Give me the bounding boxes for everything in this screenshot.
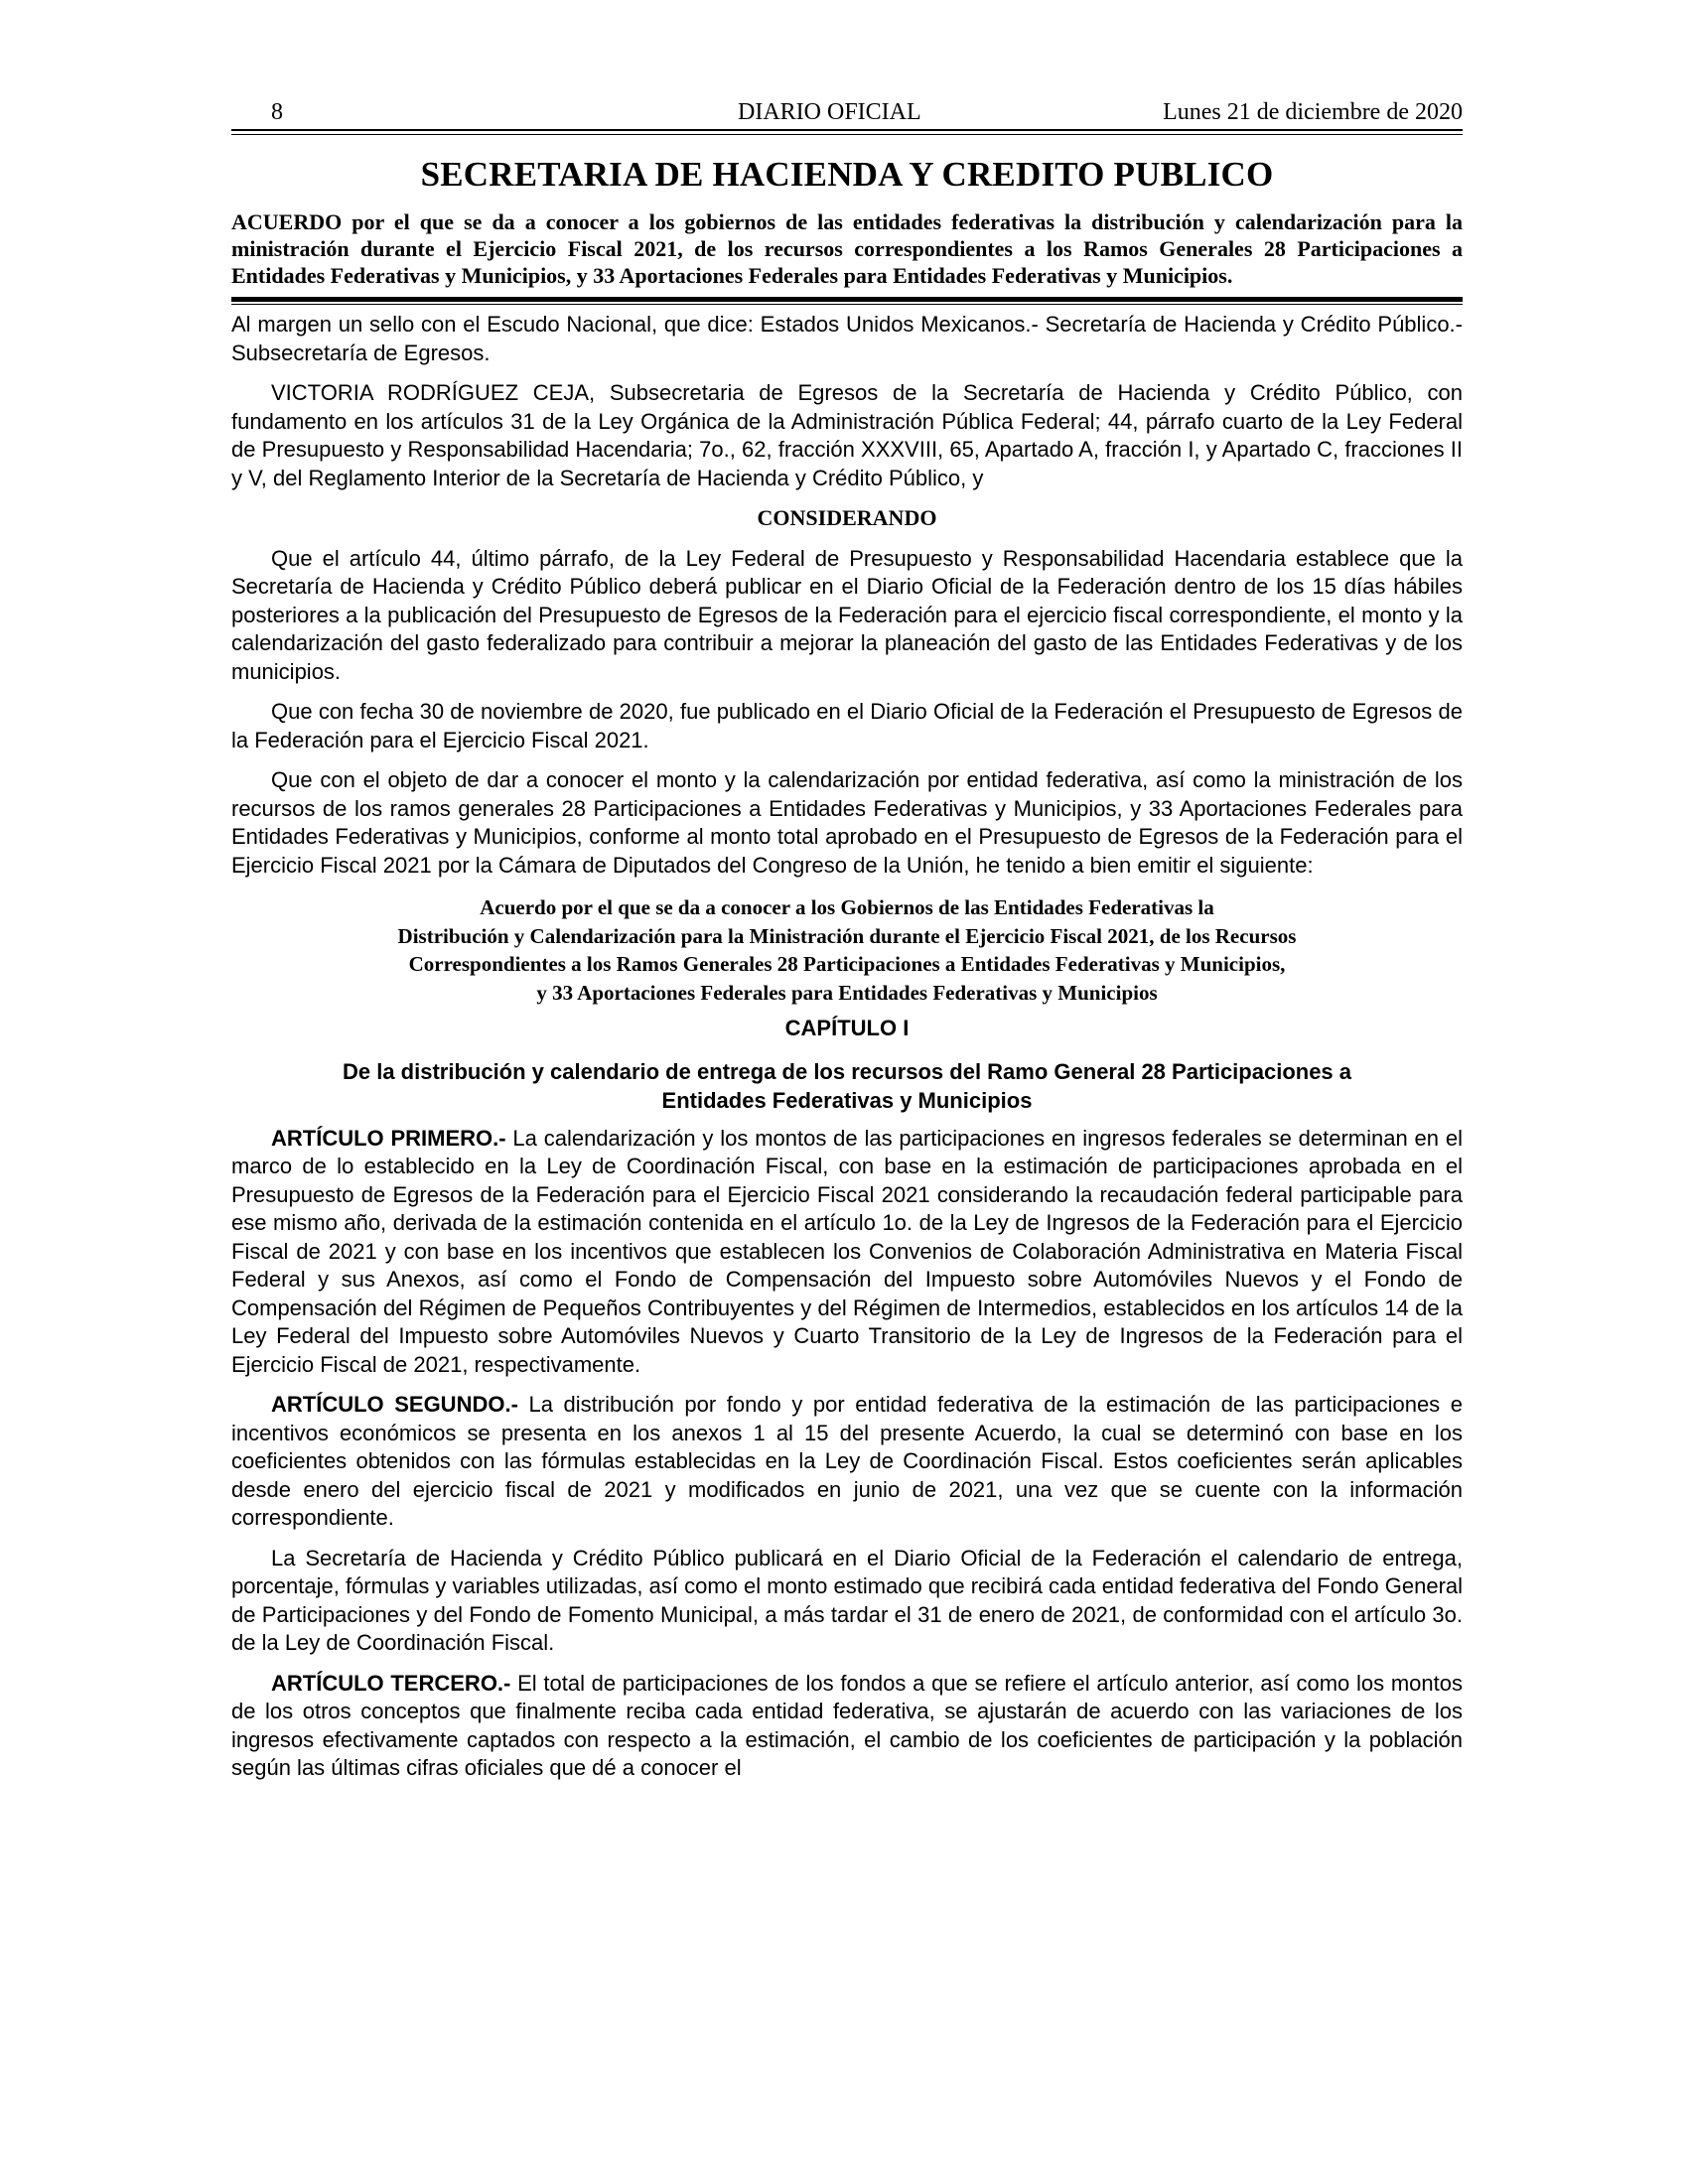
publication-name: DIARIO OFICIAL [738,99,921,125]
title-divider [231,297,1463,305]
article-primero-label: ARTÍCULO PRIMERO.- [271,1125,506,1151]
section-title: SECRETARIA DE HACIENDA Y CREDITO PUBLICO [420,155,1274,194]
acuerdo-heading-line-3: Correspondientes a los Ramos Generales 28 Participaciones a Entidades Federativas y Municipios, [408,952,1286,976]
acuerdo-heading [231,893,1463,1007]
chapter-title: CAPÍTULO I [784,1016,910,1040]
chapter-subtitle-line-2: Entidades Federativas y Municipios [661,1087,1033,1113]
acuerdo-heading-line-1: Acuerdo por el que se da a conocer a los Gobiernos de las Entidades Federativas la [480,895,1214,919]
seal-paragraph: Al margen un sello con el Escudo Nacional, que dice: Estados Unidos Mexicanos.- Secretaría de Hacienda y Crédito Público.- Subsecretaría de Egresos. [231,312,1463,365]
page-header [231,95,1463,131]
article-primero-text: La calendarización y los montos de las participaciones en ingresos federales se determinan en el marco de lo establecido en la Ley de Coordinación Fiscal, con base en la estimación de participaciones aprobada en el Presupuesto de Egresos de la Federación para el Ejercicio Fiscal 2021 considerando la recaudación federal participable para ese mismo año, derivada de la estimación contenida en el artículo 1o. de la Ley de Ingresos de la Federación para el Ejercicio Fiscal de 2021 y con base en los incentivos que establecen los Convenios de Colaboración Administrativa en Materia Fiscal Federal y sus Anexos, así como el Fondo de Compensación del Impuesto sobre Automóviles Nuevos y el Fondo de Compensación del Régimen de Pequeños Contribuyentes y del Régimen de Intermedios, establecidos en los artículos 14 de la Ley Federal del Impuesto sobre Automóviles Nuevos y Cuarto Transitorio de la Ley de Ingresos de la Federación para el Ejercicio Fiscal de 2021, respectivamente. [231,1125,1463,1377]
article-tercero-text: El total de participaciones de los fondos a que se refiere el artículo anterior, así como los montos de los otros conceptos que finalmente reciba cada entidad federativa, se ajustarán de acuerdo con las variaciones de los ingresos efectivamente captados con respecto a la estimación, el cambio de los coeficientes de participación y la población según las últimas cifras oficiales que dé a conocer el [231,1670,1463,1780]
article-tercero [231,1670,1463,1783]
page-number: 8 [271,99,283,125]
article-tercero-label: ARTÍCULO TERCERO.- [271,1670,511,1696]
article-segundo-paragraph-2: La Secretaría de Hacienda y Crédito Público publicará en el Diario Oficial de la Federación el calendario de entrega, porcentaje, fórmulas y variables utilizadas, así como el monto estimado que recibirá cada entidad federativa del Fondo General de Participaciones y del Fondo de Fomento Municipal, a más tardar el 31 de enero de 2021, de conformidad con el artículo 3o. de la Ley de Coordinación Fiscal. [231,1545,1464,1655]
considerando-paragraph-1: Que el artículo 44, último párrafo, de la Ley Federal de Presupuesto y Responsabilidad Hacendaria establece que la Secretaría de Hacienda y Crédito Público deberá publicar en el Diario Oficial de la Federación dentro de los 15 días hábiles posteriores a la publicación del Presupuesto de Egresos de la Federación para el ejercicio fiscal correspondiente, el monto y la calendarización del gasto federalizado para contribuir a mejorar la planeación del gasto de las Entidades Federativas y de los municipios. [231,545,1463,684]
preamble-paragraph: VICTORIA RODRÍGUEZ CEJA, Subsecretaria de Egresos de la Secretaría de Hacienda y Crédito Público, con fundamento en los artículos 31 de la Ley Orgánica de la Administración Pública Federal; 44, párrafo cuarto de la Ley Federal de Presupuesto y Responsabilidad Hacendaria; 7o., 62, fracción XXXVIII, 65, Apartado A, fracción I, y Apartado C, fracciones II y V, del Reglamento Interior de la Secretaría de Hacienda y Crédito Público, y [231,380,1463,490]
chapter-subtitle-line-1: De la distribución y calendario de entrega de los recursos del Ramo General 28 Participaciones a [342,1058,1352,1084]
publication-date: Lunes 21 de diciembre de 2020 [1163,99,1463,125]
acuerdo-heading-line-4: y 33 Aportaciones Federales para Entidades Federativas y Municipios [536,980,1158,1005]
article-segundo-label: ARTÍCULO SEGUNDO.- [271,1392,518,1417]
considerando-paragraph-2: Que con fecha 30 de noviembre de 2020, fue publicado en el Diario Oficial de la Federación el Presupuesto de Egresos de la Federación para el Ejercicio Fiscal 2021. [231,699,1463,752]
considerando-paragraph-3: Que con el objeto de dar a conocer el monto y la calendarización por entidad federativa, así como la ministración de los recursos de los ramos generales 28 Participaciones a Entidades Federativas y Municipios, y 33 Aportaciones Federales para Entidades Federativas y Municipios, conforme al monto total aprobado en el Presupuesto de Egresos de la Federación para el Ejercicio Fiscal 2021 por la Cámara de Diputados del Congreso de la Unión, he tenido a bien emitir el siguiente: [231,767,1463,878]
chapter-subtitle [231,1057,1463,1115]
document-page [231,95,1463,1795]
considerando-heading: CONSIDERANDO [757,505,937,530]
article-segundo [231,1391,1463,1533]
article-primero [231,1125,1463,1380]
acuerdo-title: ACUERDO por el que se da a conocer a los gobiernos de las entidades federativas la distribución y calendarización para la ministración durante el Ejercicio Fiscal 2021, de los recursos correspondientes a los Ramos Generales 28 Participaciones a Entidades Federativas y Municipios, y 33 Aportaciones Federales para Entidades Federativas y Municipios. [231,209,1463,288]
document-body [231,311,1463,1783]
header-rule [231,134,1463,135]
acuerdo-heading-line-2: Distribución y Calendarización para la Ministración durante el Ejercicio Fiscal 2021, de los Recursos [397,923,1297,948]
article-segundo-text: La distribución por fondo y por entidad federativa de la estimación de las participaciones e incentivos económicos se presenta en los anexos 1 al 15 del presente Acuerdo, la cual se determinó con base en los coeficientes obtenidos con las fórmulas establecidas en la Ley de Coordinación Fiscal. Estos coeficientes serán aplicables desde enero del ejercicio fiscal de 2021 y modificados en junio de 2021, una vez que se cuente con la información correspondiente. [231,1392,1463,1530]
